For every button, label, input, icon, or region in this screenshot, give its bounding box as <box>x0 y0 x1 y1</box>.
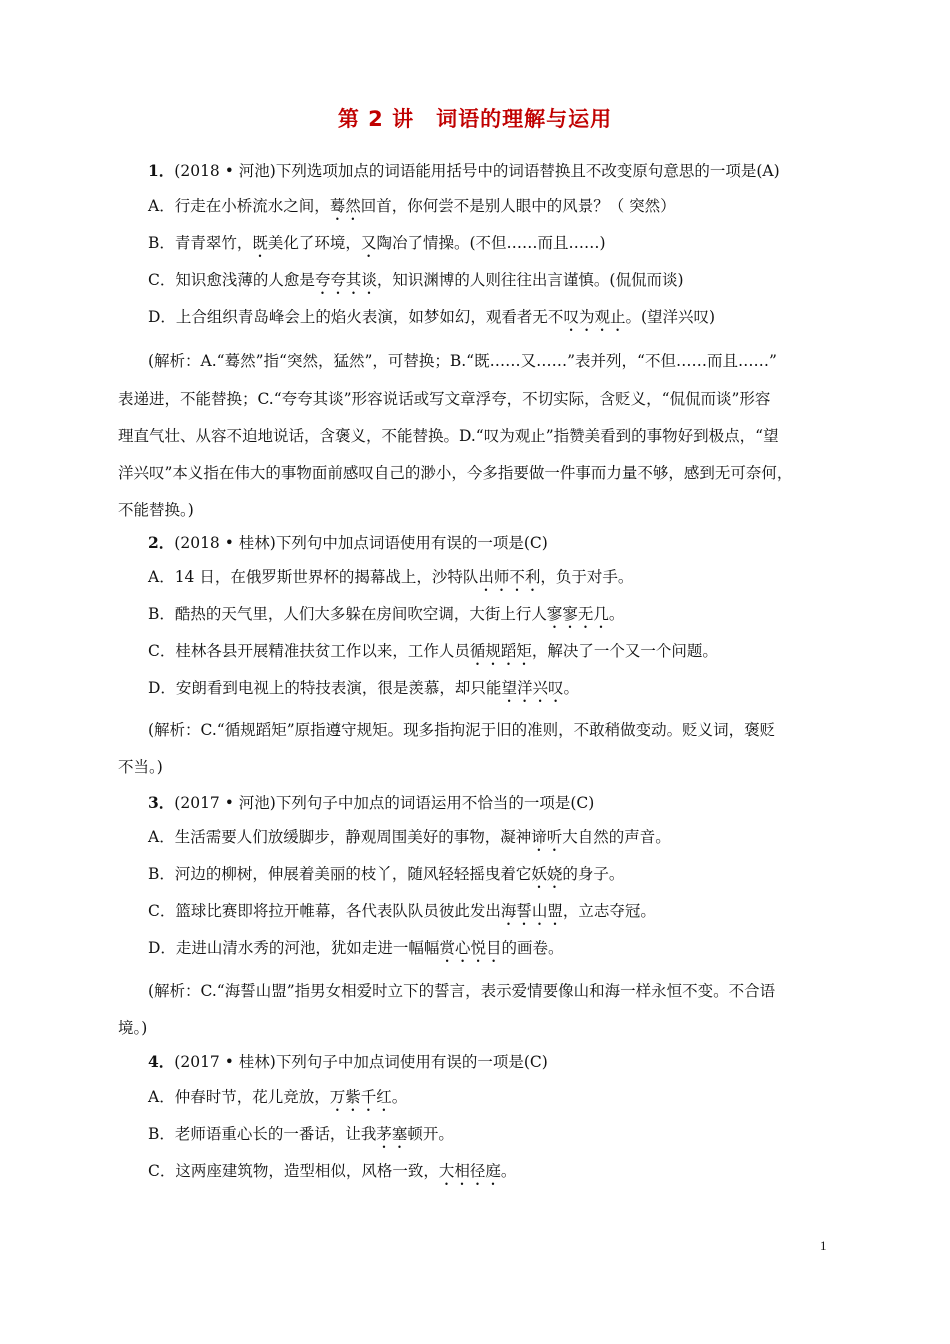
q3-option-b: B．河边的柳树，伸展着美丽的枝丫，随风轻轻摇曳着它妖娆的身子。 <box>148 865 625 883</box>
q3-analysis-line: 境。) <box>118 1019 148 1037</box>
question-number: 4． <box>148 1052 175 1071</box>
question-number: 3． <box>148 793 175 812</box>
q4-option-c: C．这两座建筑物，造型相似，风格一致，大相径庭。 <box>148 1162 517 1180</box>
q1-analysis-line: 表递进，不能替换；C.“夸夸其谈”形容说话或写文章浮夸，不切实际，含贬义，“侃侃而谈”形容 <box>118 390 771 408</box>
question-4-stem: 4．(2017 • 桂林)下列句子中加点词使用有误的一项是(C) <box>148 1052 548 1071</box>
q1-analysis-line: 不能替换。) <box>118 501 194 519</box>
q1-option-b: B．青青翠竹，既美化了环境，又陶冶了情操。(不但……而且……) <box>148 234 606 252</box>
question-2-stem: 2．(2018 • 桂林)下列句中加点词语使用有误的一项是(C) <box>148 533 548 552</box>
page-title: 第 2 讲 词语的理解与运用 <box>337 107 613 131</box>
q1-option-c: C．知识愈浅薄的人愈是夸夸其谈，知识渊博的人则往往出言谨慎。(侃侃而谈) <box>148 271 684 289</box>
q3-option-d: D．走进山清水秀的河池，犹如走进一幅幅赏心悦目的画卷。 <box>148 939 564 957</box>
q1-analysis-line: (解析：A.“蓦然”指“突然，猛然”，可替换；B.“既……又……”表并列，“不但……而且……” <box>148 352 777 370</box>
q4-option-a: A．仲春时节，花儿竞放，万紫千红。 <box>148 1088 408 1106</box>
q3-option-c: C．篮球比赛即将拉开帷幕，各代表队队员彼此发出海誓山盟，立志夺冠。 <box>148 902 656 920</box>
q2-option-c: C．桂林各县开展精准扶贫工作以来，工作人员循规蹈矩，解决了一个又一个问题。 <box>148 642 718 660</box>
q1-analysis-line: 洋兴叹”本义指在伟大的事物面前感叹自己的渺小，今多指要做一件事而力量不够，感到无可奈何， <box>118 464 793 482</box>
q1-option-d: D．上合组织青岛峰会上的焰火表演，如梦如幻，观看者无不叹为观止。(望洋兴叹) <box>148 308 716 326</box>
question-1-stem: 1．(2018 • 河池)下列选项加点的词语能用括号中的词语替换且不改变原句意思的一项是(A) <box>148 161 780 180</box>
q1-analysis-line: 理直气壮、从容不迫地说话，含褒义，不能替换。D.“叹为观止”指赞美看到的事物好到极点，“望 <box>118 427 779 445</box>
question-3-stem: 3．(2017 • 河池)下列句子中加点的词语运用不恰当的一项是(C) <box>148 793 595 812</box>
q2-analysis-line: 不当。) <box>118 758 163 776</box>
q2-option-d: D．安朗看到电视上的特技表演，很是羡慕，却只能望洋兴叹。 <box>148 679 579 697</box>
question-number: 1． <box>148 161 175 180</box>
question-number: 2． <box>148 533 175 552</box>
q2-option-b: B．酷热的天气里，人们大多躲在房间吹空调，大街上行人寥寥无几。 <box>148 605 625 623</box>
q3-analysis-line: (解析：C.“海誓山盟”指男女相爱时立下的誓言，表示爱情要像山和海一样永恒不变。不合语 <box>148 982 776 1000</box>
q1-option-a: A．行走在小桥流水之间，蓦然回首，你何尝不是别人眼中的风景？（ 突然） <box>148 197 676 215</box>
q2-option-a: A．14 日，在俄罗斯世界杯的揭幕战上，沙特队出师不利，负于对手。 <box>148 568 634 586</box>
q3-option-a: A．生活需要人们放缓脚步，静观周围美好的事物，凝神谛听大自然的声音。 <box>148 828 671 846</box>
page-number: 1 <box>820 1238 827 1253</box>
q4-option-b: B．老师语重心长的一番话，让我茅塞顿开。 <box>148 1125 454 1143</box>
q2-analysis-line: (解析：C.“循规蹈矩”原指遵守规矩。现多指拘泥于旧的准则，不敢稍做变动。贬义词，褒贬 <box>148 721 776 739</box>
